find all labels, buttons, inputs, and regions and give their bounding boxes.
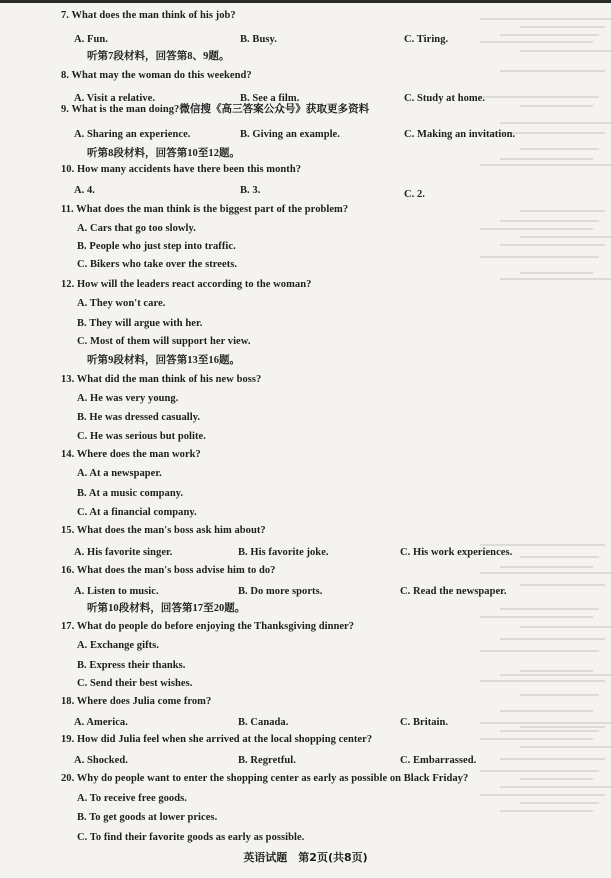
answer-option[interactable]: C. 2. [404, 189, 425, 200]
answer-option[interactable]: A. Exchange gifts. [77, 640, 159, 651]
answer-option[interactable]: B. At a music company. [77, 488, 184, 499]
answer-option[interactable]: C. Study at home. [404, 93, 486, 104]
answer-option[interactable]: C. Read the newspaper. [400, 586, 507, 597]
section-instruction: 听第9段材料，回答第13至16题。 [87, 355, 241, 366]
answer-option[interactable]: B. Giving an example. [240, 129, 340, 140]
answer-option[interactable]: B. 3. [240, 185, 261, 196]
question-stem: 18. Where does Julia come from? [61, 696, 212, 707]
section-instruction: 听第7段材料，回答第8、9题。 [87, 51, 230, 62]
answer-option[interactable]: B. They will argue with her. [77, 318, 203, 329]
answer-option[interactable]: A. Visit a relative. [74, 93, 156, 104]
answer-option[interactable]: C. Embarrassed. [400, 755, 477, 766]
question-stem: 10. How many accidents have there been this month? [61, 164, 302, 175]
section-instruction: 听第8段材料，回答第10至12题。 [87, 148, 241, 159]
answer-option[interactable]: C. His work experiences. [400, 547, 513, 558]
answer-option[interactable]: A. Fun. [74, 34, 108, 45]
question-stem: 9. What is the man doing?微信搜《高三答案公众号》获取更多资料 [61, 104, 370, 115]
section-instruction: 听第10段材料，回答第17至20题。 [87, 603, 246, 614]
question-stem: 20. Why do people want to enter the shopping center as early as possible on Black Friday? [61, 773, 469, 784]
answer-option[interactable]: B. Canada. [238, 717, 289, 728]
question-stem: 14. Where does the man work? [61, 449, 201, 460]
answer-option[interactable]: A. He was very young. [77, 393, 179, 404]
answer-option[interactable]: A. Cars that go too slowly. [77, 223, 196, 234]
answer-option[interactable]: A. Shocked. [74, 755, 128, 766]
answer-option[interactable]: C. Send their best wishes. [77, 678, 193, 689]
answer-option[interactable]: B. He was dressed casually. [77, 412, 201, 423]
question-stem: 8. What may the woman do this weekend? [61, 70, 252, 81]
page-footer: 英语试题 第2页(共8页) [243, 851, 368, 864]
answer-option[interactable]: B. To get goods at lower prices. [77, 812, 218, 823]
answer-option[interactable]: C. Britain. [400, 717, 449, 728]
answer-option[interactable]: B. Regretful. [238, 755, 296, 766]
answer-option[interactable]: B. His favorite joke. [238, 547, 329, 558]
answer-option[interactable]: B. People who just step into traffic. [77, 241, 236, 252]
answer-option[interactable]: B. Busy. [240, 34, 277, 45]
answer-option[interactable]: A. To receive free goods. [77, 793, 187, 804]
answer-option[interactable]: A. Listen to music. [74, 586, 159, 597]
answer-option[interactable]: C. Most of them will support her view. [77, 336, 251, 347]
question-stem: 13. What did the man think of his new boss? [61, 374, 262, 385]
answer-option[interactable]: A. They won't care. [77, 298, 166, 309]
answer-option[interactable]: B. See a film. [240, 93, 300, 104]
question-stem: 15. What does the man's boss ask him about? [61, 525, 266, 536]
answer-option[interactable]: C. To find their favorite goods as early as possible. [77, 832, 305, 843]
question-stem: 17. What do people do before enjoying the Thanksgiving dinner? [61, 621, 355, 632]
answer-option[interactable]: A. Sharing an experience. [74, 129, 191, 140]
answer-option[interactable]: A. His favorite singer. [74, 547, 173, 558]
question-stem: 12. How will the leaders react according to the woman? [61, 279, 312, 290]
answer-option[interactable]: C. Bikers who take over the streets. [77, 259, 238, 270]
question-stem: 16. What does the man's boss advise him to do? [61, 565, 276, 576]
answer-option[interactable]: C. Tiring. [404, 34, 449, 45]
answer-option[interactable]: C. Making an invitation. [404, 129, 516, 140]
answer-option[interactable]: B. Express their thanks. [77, 660, 186, 671]
answer-option[interactable]: A. At a newspaper. [77, 468, 162, 479]
answer-option[interactable]: A. America. [74, 717, 128, 728]
answer-option[interactable]: B. Do more sports. [238, 586, 323, 597]
question-stem: 11. What does the man think is the biggest part of the problem? [61, 204, 349, 215]
answer-option[interactable]: A. 4. [74, 185, 95, 196]
answer-option[interactable]: C. At a financial company. [77, 507, 197, 518]
answer-option[interactable]: C. He was serious but polite. [77, 431, 206, 442]
question-stem: 19. How did Julia feel when she arrived at the local shopping center? [61, 734, 373, 745]
question-stem: 7. What does the man think of his job? [61, 10, 236, 21]
